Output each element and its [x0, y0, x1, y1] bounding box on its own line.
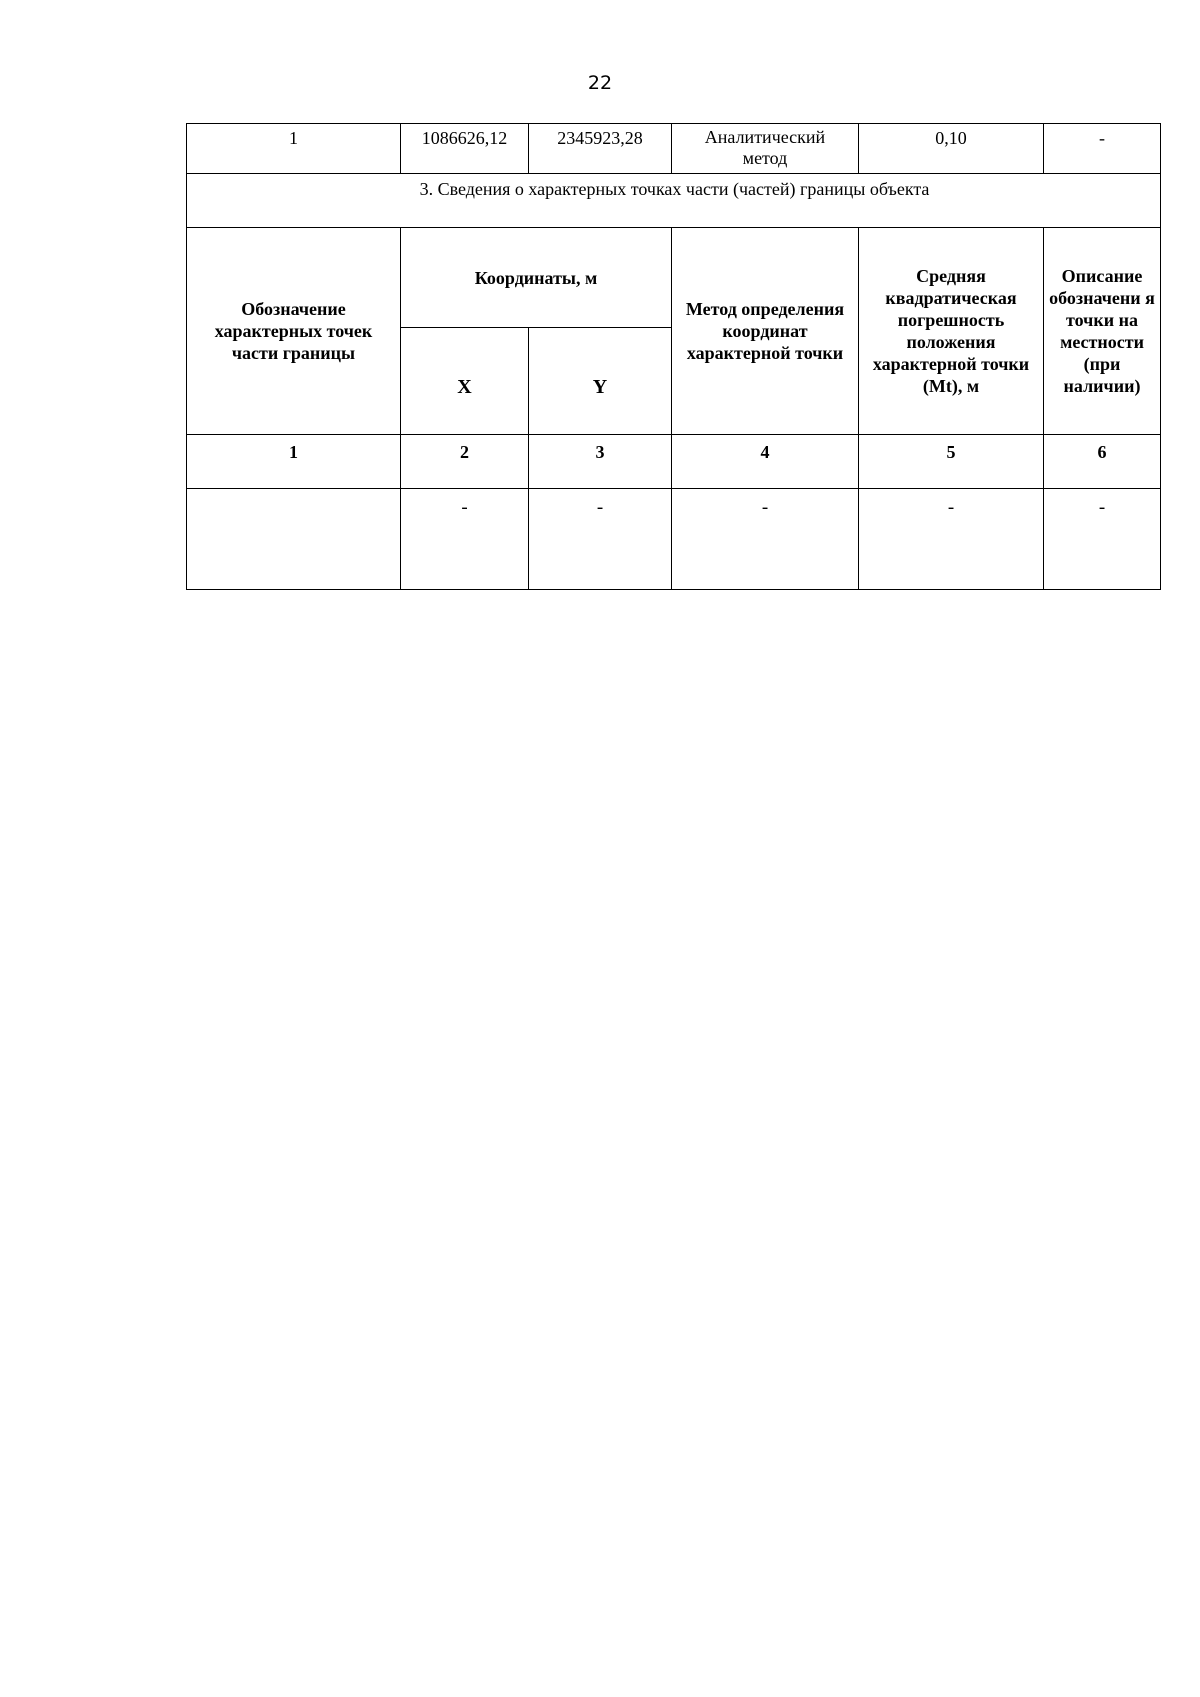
mt-value: 0,10	[935, 128, 967, 148]
header-row	[187, 228, 1161, 328]
description-value: -	[1099, 128, 1105, 148]
table-cell	[401, 124, 529, 174]
x-coordinate: 1086626,12	[421, 128, 508, 148]
method-text	[672, 124, 858, 169]
cell-value: -	[761, 497, 769, 518]
column-number: 6	[1097, 442, 1107, 462]
table-cell	[672, 435, 859, 489]
column-number: 5	[946, 442, 956, 462]
point-number: 1	[289, 128, 298, 148]
table-cell	[187, 174, 1161, 228]
table-cell	[859, 489, 1044, 590]
table-cell	[529, 489, 672, 590]
table-cell	[529, 435, 672, 489]
method-line: метод	[742, 148, 788, 168]
cell-value: -	[947, 497, 955, 518]
header-description: Описание обозначени я точки на местности (при наличии)	[1044, 228, 1161, 435]
method-line: Аналитический	[704, 127, 826, 147]
cell-value: -	[461, 497, 468, 518]
previous-data-row	[187, 124, 1161, 174]
column-number: 3	[595, 442, 605, 462]
header-point-designation: Обозначение характерных точек части границы	[187, 228, 401, 435]
table-cell	[1044, 124, 1161, 174]
table-cell	[401, 328, 529, 435]
section-title-row	[187, 174, 1161, 228]
section-title: 3. Сведения о характерных точках части (частей) границы объекта	[419, 179, 930, 199]
table-cell	[187, 489, 401, 590]
table-cell	[529, 124, 672, 174]
table-cell	[672, 489, 859, 590]
y-coordinate: 2345923,28	[557, 128, 643, 148]
header-coordinates: Координаты, м	[401, 228, 672, 328]
header-y: Y	[592, 376, 608, 398]
page-number: 22	[587, 72, 613, 94]
table-cell	[859, 435, 1044, 489]
header-method: Метод определения координат характерной точки	[672, 228, 859, 435]
table-cell	[1044, 435, 1161, 489]
table-cell	[1044, 489, 1161, 590]
table-cell	[401, 435, 529, 489]
column-number: 4	[760, 442, 770, 462]
table-cell	[187, 435, 401, 489]
coordinates-table	[186, 123, 1161, 590]
table-cell	[187, 124, 401, 174]
cell-value: -	[1098, 497, 1106, 518]
column-numbers-row	[187, 435, 1161, 489]
cell-value: -	[596, 497, 604, 518]
table-cell	[529, 328, 672, 435]
column-number: 2	[460, 442, 469, 462]
table-cell	[672, 124, 859, 174]
header-mt: Средняя квадратическая погрешность положения характерной точки (Mt), м	[859, 228, 1044, 435]
column-number: 1	[289, 442, 298, 462]
table-cell	[859, 124, 1044, 174]
table-row	[187, 489, 1161, 590]
header-x: X	[457, 376, 472, 398]
table-cell	[401, 489, 529, 590]
cell-value	[187, 489, 400, 497]
